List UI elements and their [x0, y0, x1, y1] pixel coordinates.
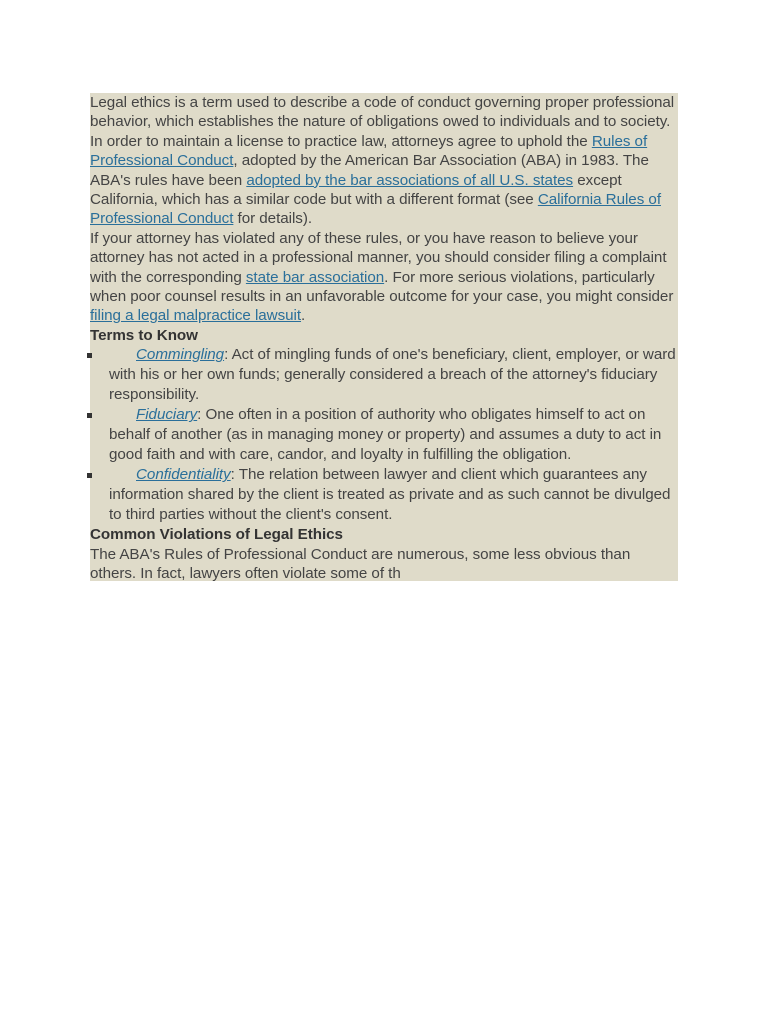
- violations-heading: Common Violations of Legal Ethics: [90, 526, 343, 544]
- intro-paragraph-2: [90, 229, 678, 326]
- intro-text: except California, which has a similar code but with a different format (see: [90, 171, 622, 209]
- square-bullet-icon: [87, 353, 92, 358]
- terms-list: [90, 345, 678, 525]
- terms-heading: Terms to Know: [90, 326, 198, 344]
- list-item: [90, 405, 678, 465]
- intro-text: for details).: [233, 210, 313, 228]
- intro-paragraph-1: [90, 93, 678, 229]
- intro-text: If your attorney has violated any of these rules, or you have reason to believe your attorney has not acted in a professional manner, you should consider filing a complaint with the corresponding: [90, 229, 667, 286]
- intro-text: , adopted by the American Bar Association (ABA) in 1983. The ABA's rules have been: [90, 152, 649, 189]
- term-definition: : Act of mingling funds of one's beneficiary, client, employer, or ward with his or her own funds; generally considered a breach of the attorney's fiduciary responsibility.: [109, 346, 676, 404]
- intro-text: . For more serious violations, particularly when poor counsel results in an unfavorable outcome for your case, you might consider: [90, 268, 674, 306]
- list-item: [90, 345, 678, 405]
- document-excerpt: [90, 93, 678, 581]
- intro-text: .: [301, 307, 306, 325]
- bar-associations-link[interactable]: adopted by the bar associations of all U.S. states: [246, 171, 574, 189]
- term-definition: : The relation between lawyer and client which guarantees any information shared by the client is treated as private and as such cannot be divulged to third parties without the client's consent.: [109, 466, 671, 524]
- intro-text: Legal ethics is a term used to describe a code of conduct governing proper professional behavior, which establishes the nature of obligations owed to individuals and to society. In order to maintain a license to practice law, attorneys agree to uphold the: [90, 94, 675, 150]
- square-bullet-icon: [87, 413, 92, 418]
- term-confidentiality-link[interactable]: Confidentiality: [136, 466, 231, 484]
- malpractice-lawsuit-link[interactable]: filing a legal malpractice lawsuit: [90, 307, 302, 325]
- rules-of-professional-conduct-link[interactable]: Rules of Professional Conduct: [90, 132, 648, 170]
- term-commingling-link[interactable]: Commingling: [136, 346, 225, 364]
- term-definition: : One often in a position of authority who obligates himself to act on behalf of another (as in managing money or property) and assumes a duty to act in good faith and with care, candor, and loyalty in fulfilling the obligation.: [109, 406, 662, 464]
- square-bullet-icon: [87, 473, 92, 478]
- california-rules-link[interactable]: California Rules of Professional Conduct: [90, 191, 661, 228]
- violations-paragraph: The ABA's Rules of Professional Conduct are numerous, some less obvious than others. In fact, lawyers often violate some of th: [90, 545, 631, 583]
- state-bar-association-link[interactable]: state bar association: [245, 268, 385, 286]
- term-fiduciary-link[interactable]: Fiduciary: [136, 406, 198, 424]
- list-item: [90, 465, 678, 525]
